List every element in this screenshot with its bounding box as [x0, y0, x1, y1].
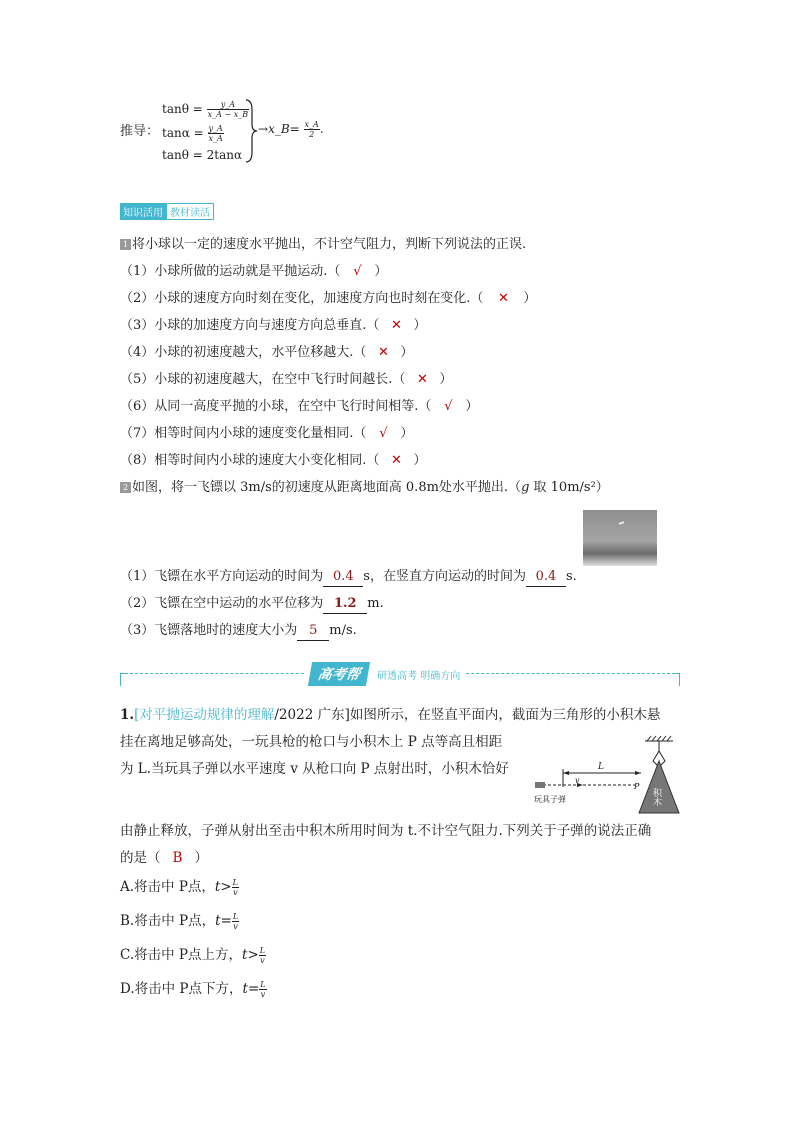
figure-gun-label: 玩具子弹	[534, 795, 566, 804]
q1-item: （6）从同一高度平抛的小球，在空中飞行时间相等.（ √ ）	[120, 399, 479, 414]
option-d: D.将击中 P点下方，t= $\frac{L}{v}$	[120, 980, 266, 999]
answer-choice: B	[172, 850, 183, 866]
dart-icon	[619, 521, 624, 525]
answer-mark: ✕	[390, 453, 402, 468]
answer-blank: 5	[297, 622, 329, 641]
q1-badge: 1	[120, 239, 131, 250]
answer-mark: √	[444, 399, 453, 414]
banner-line-left-end	[120, 673, 127, 686]
problem-number: 1.	[120, 707, 135, 723]
frac-den: x_A	[208, 134, 223, 143]
tag-secondary: 教材读活	[166, 203, 214, 220]
right-brace-icon	[244, 98, 258, 164]
frac-num: L	[232, 878, 238, 887]
q1-item: （7）相等时间内小球的速度变化量相同.（ √ ）	[120, 426, 414, 441]
problem-line-4: 由静止释放，子弹从射出至击中积木所用时间为 t.不计空气阻力.下列关于子弹的说法正确	[120, 823, 652, 839]
frac-num: L	[259, 946, 266, 955]
problem-topic: [对平抛运动规律的理解	[134, 707, 275, 723]
q2-part-2: （2）飞镖在空中运动的水平位移为 1.2 m.	[120, 595, 384, 614]
q2-part-1: （1）飞镖在水平方向运动的时间为 0.4 s，在竖直方向运动的时间为 0.4 s.	[120, 568, 577, 587]
q1-item: （2）小球的速度方向时刻在变化，加速度方向也时刻在变化.（ ✕ ）	[120, 291, 537, 306]
banner-sub: 研透高考 明确方向	[377, 671, 461, 682]
figure-v-label: v	[575, 776, 580, 785]
answer-blank: 0.4	[526, 568, 566, 587]
answer-blank: 0.4	[323, 568, 363, 587]
frac-num: x_A	[304, 120, 319, 129]
figure-P-label: P	[634, 782, 640, 791]
dart-photo	[583, 510, 657, 566]
ceiling-hatch	[645, 736, 673, 741]
frac-den: v	[233, 922, 238, 931]
answer-mark: ✕	[497, 291, 509, 306]
problem-line-2: 挂在离地足够高处，一玩具枪的枪口与小积木上 P 点等高且相距	[120, 734, 503, 750]
gaokao-banner	[120, 662, 680, 686]
banner-line-right-end	[673, 673, 680, 686]
option-c: C.将击中 P点上方，t> $\frac{L}{v}$	[120, 946, 266, 965]
answer-mark: ✕	[390, 318, 402, 333]
q2-part-3: （3）飞镖落地时的速度大小为 5 m/s.	[120, 622, 357, 641]
derivation-label: 推导：	[120, 124, 160, 139]
problem-line-5: 的是（ B ）	[120, 850, 208, 866]
problem-line-3: 为 L.当玩具子弹以水平速度 v 从枪口向 P 点射出时，小积木恰好	[120, 761, 509, 777]
tag-primary: 知识活用	[120, 203, 166, 220]
figure-block-label: 积木	[651, 788, 661, 806]
derivation-result: →x_B= $\frac{x\_A}{2}$ .	[258, 120, 324, 139]
q1-item: （1）小球所做的运动就是平抛运动.（ √ ）	[120, 264, 388, 279]
frac-den: x_A − x_B	[207, 110, 249, 119]
frac-num: L	[260, 980, 266, 989]
problem-line-1: 1.[对平抛运动规律的理解/2022 广东]如图所示，在竖直平面内，截面为三角形的小积木悬	[120, 707, 661, 723]
figure-L-label: L	[598, 762, 604, 772]
frac-num: y_A	[207, 100, 249, 110]
frac-den: v	[260, 956, 265, 965]
frac-den: v	[233, 888, 238, 897]
answer-mark: √	[353, 264, 362, 279]
option-a: A.将击中 P点，t> $\frac{L}{v}$	[120, 878, 238, 897]
q1-item: （5）小球的初速度越大，在空中飞行时间越长.（ ✕ ）	[120, 372, 453, 387]
answer-mark: ✕	[416, 372, 428, 387]
equation-3: tanθ = 2tanα	[162, 148, 243, 162]
banner-logo: 高考帮	[308, 662, 370, 686]
q1-item: （4）小球的初速度越大，水平位移越大.（ ✕ ）	[120, 345, 414, 360]
answer-mark: ✕	[377, 345, 389, 360]
frac-den: v	[260, 990, 266, 999]
option-b: B.将击中 P点，t= $\frac{L}{v}$	[120, 912, 239, 931]
section-tag	[120, 201, 214, 220]
answer-blank: 1.2	[323, 595, 367, 614]
q1-item: （3）小球的加速度方向与速度方向总垂直.（ ✕ ）	[120, 318, 427, 333]
gun-icon	[535, 782, 545, 788]
frac-den: 2	[309, 130, 315, 139]
q1-item: （8）相等时间内小球的速度大小变化相同.（ ✕ ）	[120, 453, 427, 468]
q1-intro: 1 将小球以一定的速度水平抛出，不计空气阻力，判断下列说法的正误.	[120, 236, 526, 254]
frac-num: L	[232, 912, 239, 921]
problem-source: /2022 广东]	[274, 707, 350, 723]
q2-intro: 2 如图，将一飞镖以 3m/s的初速度从距离地面高 0.8m处水平抛出.（g 取 10m/s²）	[120, 479, 609, 497]
equation-2: tanα = $\frac{y\_A}{x\_A}$	[162, 124, 223, 143]
derivation	[120, 96, 380, 166]
q2-badge: 2	[120, 482, 131, 493]
equation-1: tanθ = $\frac{y\_A}{x\_A - x\_B}$	[162, 100, 249, 119]
answer-mark: √	[379, 426, 388, 441]
frac-num: y_A	[208, 124, 223, 133]
